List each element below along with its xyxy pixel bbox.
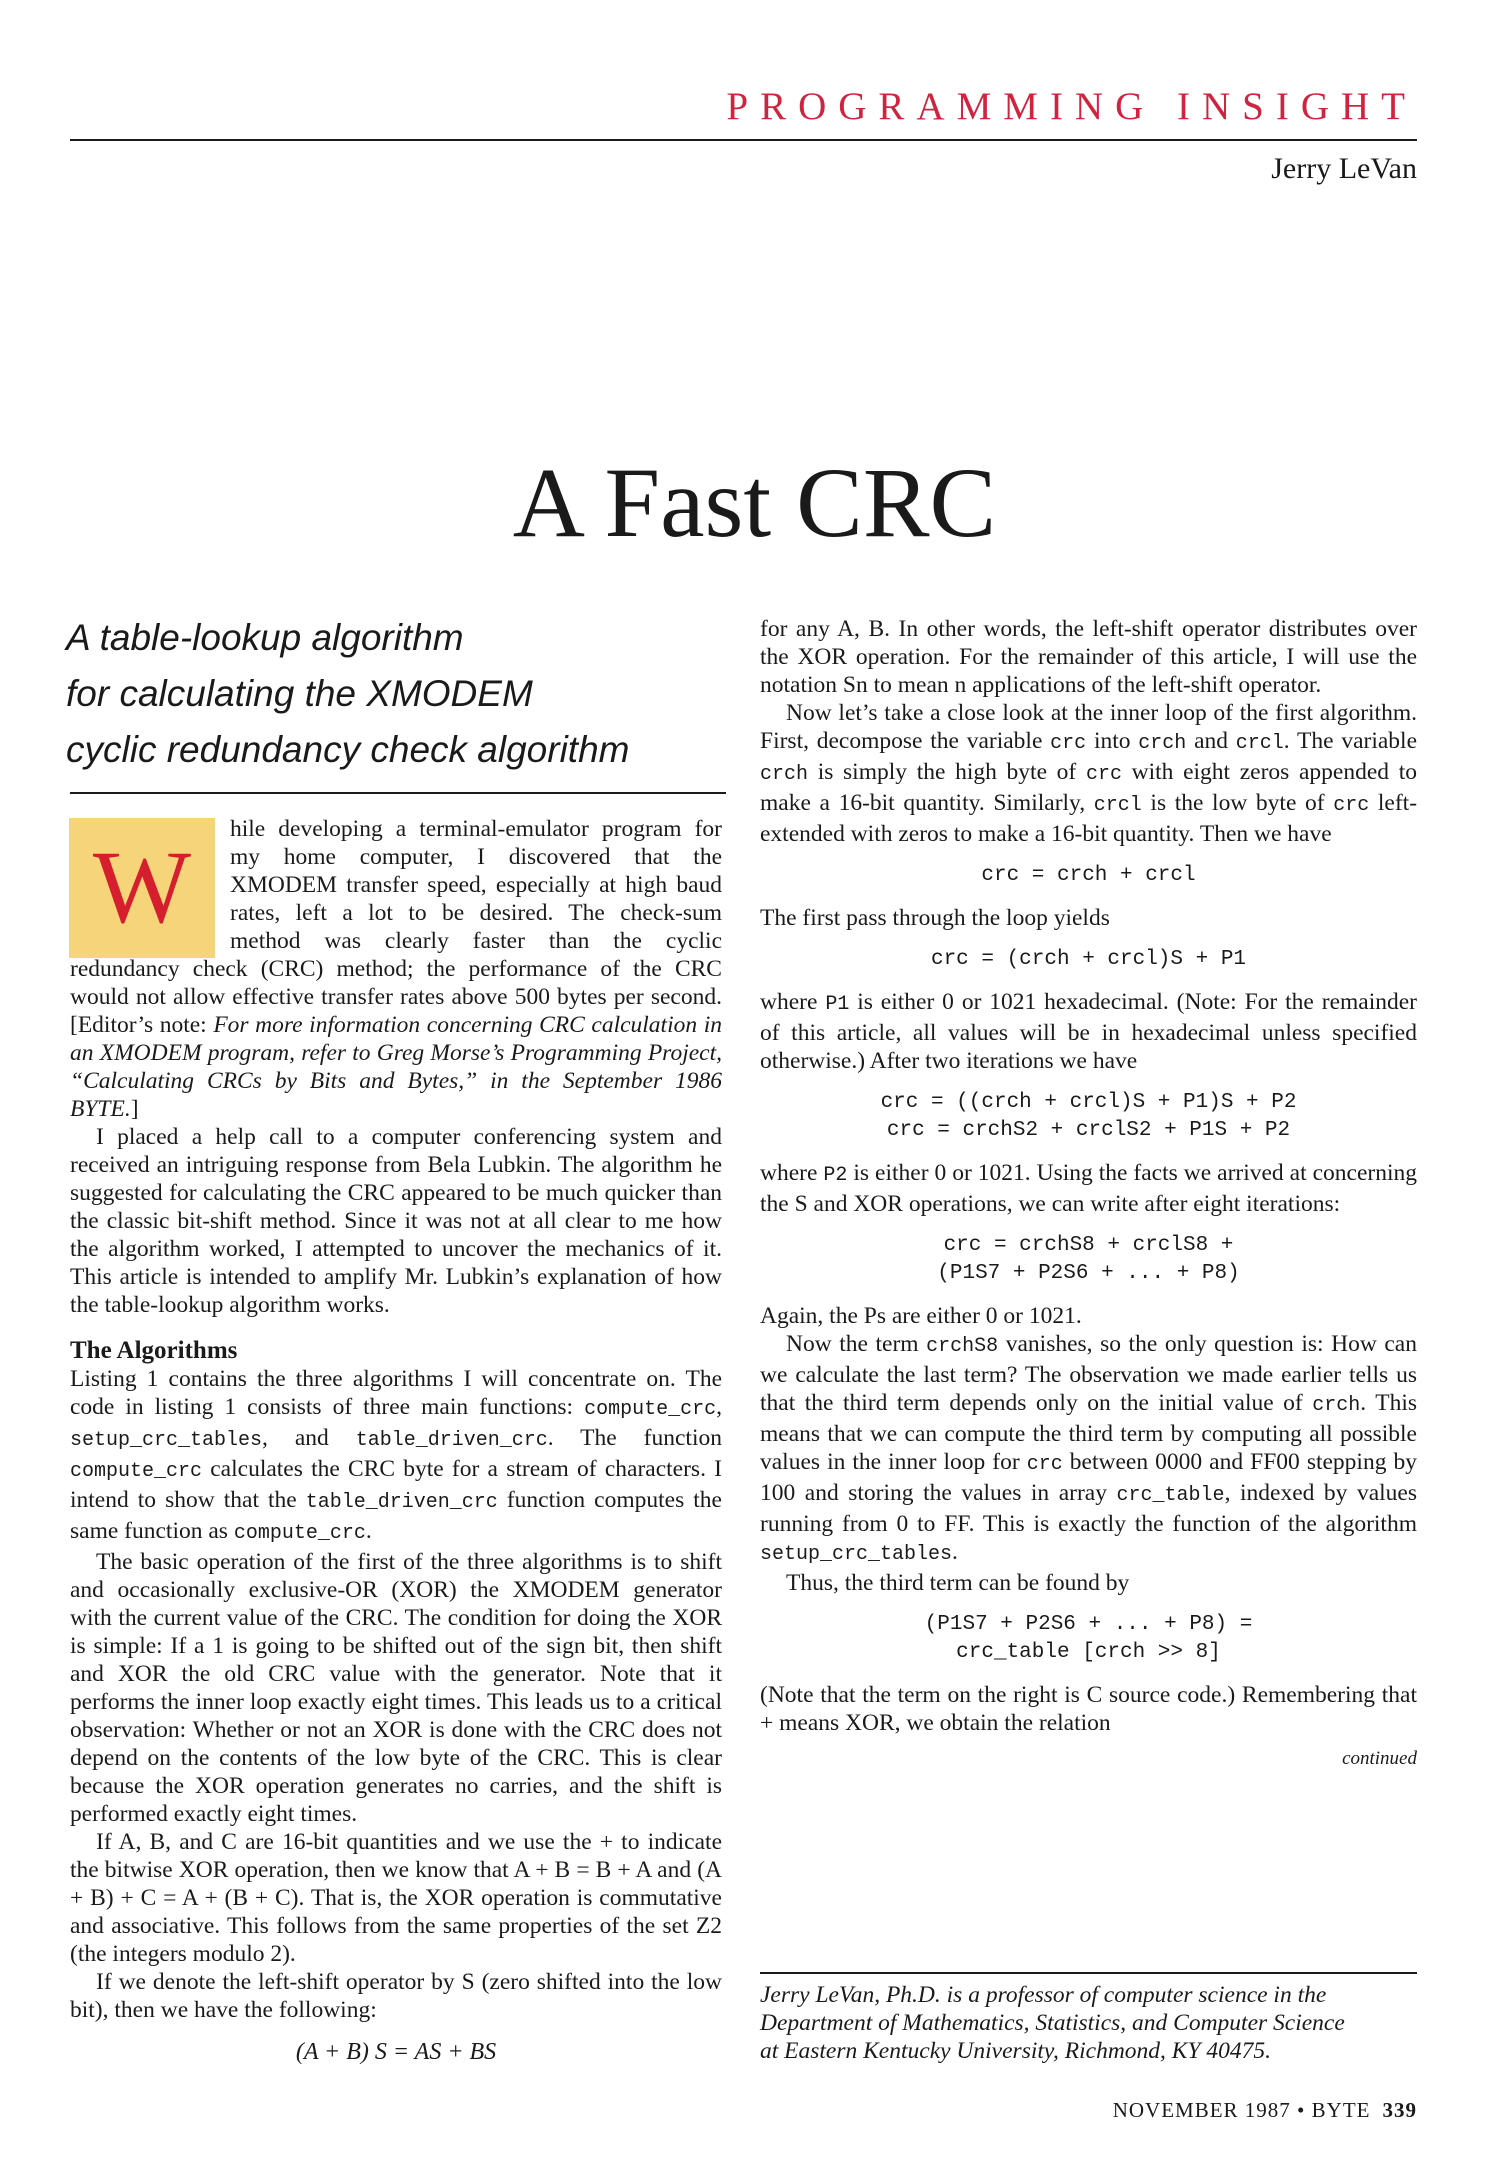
issue-label: NOVEMBER 1987 • BYTE [1112, 2098, 1371, 2122]
text-run: between 0000 and FF00 stepping by 100 and storing the values in array [760, 1449, 1417, 1506]
article-deck [66, 610, 726, 778]
text-run: function computes the same function as [70, 1487, 722, 1544]
deck-line: A table-lookup algorithm [66, 617, 464, 658]
section-label: PROGRAMMING INSIGHT [726, 85, 1417, 128]
text-run: ] [130, 1096, 139, 1122]
code-term: crch [760, 763, 809, 786]
text-run: hile developing a terminal-emulator program for my home computer, I discovered that the XMODEM transfer speed, especially at high baud rates, left a lot to be desired. The check-sum method was clearly faster than the cyclic redundancy check (CRC) method; the performance of the CRC would not allow effective transfer rates above 500 bytes per second. [Editor’s note: [70, 816, 722, 1038]
code-term: crch [1138, 732, 1187, 755]
equation: crc = (crch + crcl)S + P1 [930, 948, 1247, 971]
editor-note: For more information concerning CRC calculation in an XMODEM program, refer to Greg Morse’s Programming Project, “Calculating CRCs by Bits and Bytes,” in the September 1986 BYTE. [70, 1012, 722, 1122]
text-run: , and [262, 1425, 356, 1451]
code-term: P1 [825, 993, 850, 1016]
equation-block [760, 1232, 1417, 1288]
text-run: Now let’s take a close look at the inner loop of the first algorithm. First, decompose the variable [760, 700, 1417, 754]
text-run: . [952, 1539, 958, 1565]
code-term: table_driven_crc [355, 1429, 548, 1452]
equation-block [760, 1089, 1417, 1145]
text-run: , indexed by values running from 0 to FF. This is exactly the function of the algorithm [760, 1480, 1417, 1537]
equation-line: crc = crchS8 + crclS8 + [943, 1234, 1234, 1257]
paragraph: If we denote the left-shift operator by S (zero shifted into the low bit), then we have the following: [70, 1969, 722, 2023]
paragraph [760, 1330, 1417, 1569]
paragraph [70, 815, 722, 1123]
paragraph: If A, B, and C are 16-bit quantities and we use the + to indicate the bitwise XOR operation, then we know that A + B = B + A and (A + B) + C = A + (B + C). That is, the XOR operation is commutative and associative. This follows from the same properties of the set Z2 (the integers modulo 2). [70, 1829, 722, 1967]
code-term: crc [1085, 763, 1122, 786]
paragraph [760, 1159, 1417, 1218]
code-term: compute_crc [584, 1398, 717, 1421]
paragraph: Listing 1 contains the three algorithms I will concentrate on. The code in listing 1 consists of three main functions: compute_crc, setup_crc_tables, and table_driven_crc. The function compute_crc calculates the CRC byte for a stream of characters. I intend to show that the table_driven_crc function computes the same function as compute_crc. [70, 1366, 722, 1545]
subheading: The Algorithms [70, 1337, 238, 1364]
deck-line: for calculating the XMODEM [66, 673, 533, 714]
drop-cap-space [70, 815, 230, 955]
text-run: vanishes, so the only question is: How can we calculate the last term? The observation we made earlier tells us that the third term depends only on the initial value of [760, 1331, 1417, 1416]
deck-line: cyclic redundancy check algorithm [66, 729, 630, 770]
code-term: compute_crc [70, 1460, 203, 1483]
text-run: is simply the high byte of [808, 759, 1086, 785]
deck-rule [70, 792, 726, 794]
page-footer [1113, 2098, 1417, 2123]
code-term: crc [1333, 794, 1370, 817]
code-term: table_driven_crc [305, 1491, 498, 1514]
column-right [760, 615, 1417, 1773]
equation: (A + B) S = AS + BS [295, 2039, 497, 2065]
article-title: A Fast CRC [512, 447, 997, 558]
equation-block [760, 1611, 1417, 1667]
bio-line: Jerry LeVan, Ph.D. is a professor of computer science in the [760, 1982, 1327, 2008]
code-term: setup_crc_tables [70, 1429, 263, 1452]
text-run: P [863, 1303, 877, 1329]
paragraph [760, 699, 1417, 848]
text-run: and [1186, 728, 1236, 754]
bio-line: Department of Mathematics, Statistics, and Computer Science [760, 2010, 1345, 2036]
text-run: into [1086, 728, 1139, 754]
text-run: where [760, 1160, 824, 1186]
equation-line: (P1S7 + P2S6 + ... + P8) = [924, 1613, 1253, 1636]
code-term: P2 [823, 1164, 848, 1187]
equation: crc = crch + crcl [981, 864, 1196, 887]
text-run: Listing 1 contains the three algorithms I will concentrate on. The code in listing 1 consists of three main functions: [70, 1366, 722, 1420]
text-run: is either 0 or 1021. Using the facts we arrived at concerning the S and XOR operations, we can write after eight iterations: [760, 1160, 1417, 1217]
equation-line: crc = crchS2 + crclS2 + P1S + P2 [886, 1119, 1291, 1142]
equation-line: (P1S7 + P2S6 + ... + P8) [937, 1262, 1240, 1285]
paragraph [760, 1302, 1417, 1330]
page-number: 339 [1382, 2098, 1417, 2122]
text-run: Again, the [760, 1303, 864, 1329]
code-term: crchS8 [926, 1335, 999, 1358]
column-left [70, 815, 722, 2066]
code-term: crc_table [1116, 1484, 1225, 1507]
paragraph: The basic operation of the first of the three algorithms is to shift and occasionally exclusive-OR (XOR) the XMODEM generator with the current value of the CRC. The condition for doing the XOR is simple: If a 1 is going to be shifted out of the sign bit, then shift and XOR the old CRC value with the generator. Note that it performs the inner loop exactly eight times. This leads us to a critical observation: Whether or not an XOR is done with the CRC does not depend on the contents of the low byte of the CRC. This is clear because the XOR operation generates no carries, and the shift is performed exactly eight times. [70, 1549, 722, 1827]
text-run: s are either 0 or 1021. [876, 1303, 1082, 1329]
paragraph: Thus, the third term can be found by [786, 1570, 1130, 1596]
author-byline: Jerry LeVan [1271, 152, 1417, 185]
code-term: setup_crc_tables [760, 1543, 953, 1566]
bio-line: at Eastern Kentucky University, Richmond, KY 40475. [760, 2038, 1272, 2064]
header-rule [70, 139, 1417, 141]
code-term: compute_crc [233, 1522, 366, 1545]
text-run: where [760, 989, 826, 1015]
author-bio [760, 1981, 1417, 2065]
paragraph: The first pass through the loop yields [760, 905, 1110, 931]
text-run: . This means that we can compute the third term by computing all possible values in the inner loop for [760, 1390, 1418, 1475]
code-term: crc [1026, 1453, 1063, 1476]
code-term: crcl [1093, 794, 1142, 817]
text-run: . [365, 1518, 372, 1544]
text-run: Now the term [786, 1331, 927, 1357]
code-term: crch [1312, 1394, 1361, 1417]
drop-cap: W [69, 818, 215, 958]
bio-rule [760, 1972, 1417, 1974]
text-run: . The function [547, 1425, 722, 1451]
equation-line: crc = ((crch + crcl)S + P1)S + P2 [880, 1091, 1297, 1114]
text-run: left-extended with zeros to make a 16-bit quantity. Then we have [760, 790, 1418, 847]
paragraph: I placed a help call to a computer conferencing system and received an intriguing response from Bela Lubkin. The algorithm he suggested for calculating the CRC appeared to be much quicker than the classic bit-shift method. Since it was not at all clear to me how the algorithm worked, I attempted to uncover the mechanics of it. This article is intended to amplify Mr. Lubkin’s explanation of how the table-lookup algorithm works. [70, 1124, 722, 1318]
paragraph [760, 988, 1417, 1075]
paragraph: (Note that the term on the right is C source code.) Remembering that + means XOR, we obtain the relation [760, 1682, 1417, 1736]
text-run: . The variable [1283, 728, 1417, 754]
equation-line: crc_table [crch >> 8] [956, 1641, 1221, 1664]
continued-label: continued [1342, 1748, 1417, 1769]
paragraph: for any A, B. In other words, the left-shift operator distributes over the XOR operation. For the remainder of this article, I will use the notation Sn to mean n applications of the left-shift operator. [760, 616, 1417, 698]
code-term: crc [1050, 732, 1087, 755]
text-run: calculates the CRC byte for a stream of characters. I intend to show that the [70, 1456, 722, 1513]
text-run: with eight zeros appended to make a 16-bit quantity. Similarly, [760, 759, 1418, 816]
code-term: crcl [1235, 732, 1284, 755]
text-run: is either 0 or 1021 hexadecimal. (Note: For the remainder of this article, all values will be in hexadecimal unless specified otherwise.) After two iterations we have [760, 989, 1417, 1074]
text-run: is the low byte of [1141, 790, 1334, 816]
